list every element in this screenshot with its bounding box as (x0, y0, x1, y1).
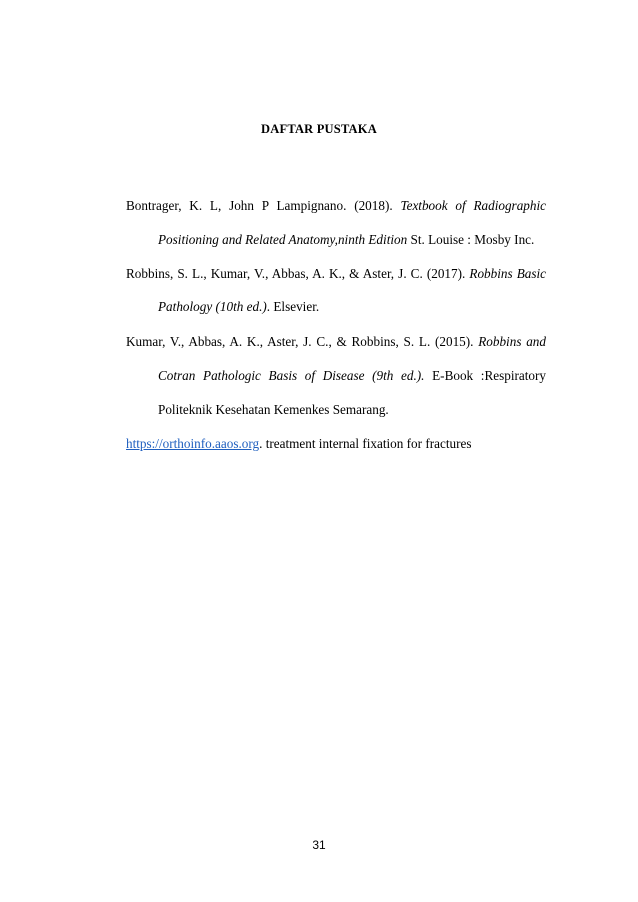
reference-3-publisher-part-1: E-Book :Respiratory (424, 368, 546, 383)
reference-4-line-1 (126, 436, 471, 452)
reference-1-publisher: St. Louise : Mosby Inc. (407, 232, 535, 247)
reference-1-line-1 (126, 198, 546, 214)
reference-2-title-part-1: Robbins Basic (469, 266, 546, 281)
reference-4-link[interactable]: https://orthoinfo.aaos.org (126, 436, 260, 451)
reference-2-title-part-2: Pathology (10th ed.) (158, 299, 267, 314)
reference-3-authors: Kumar, V., Abbas, A. K., Aster, J. C., & Robbins, S. L. (2015). (126, 334, 479, 349)
reference-2-line-1 (126, 266, 546, 282)
reference-1-title-part-2: Positioning and Related Anatomy,ninth Edition (158, 232, 408, 247)
reference-4-description: . treatment internal fixation for fractures (259, 436, 472, 451)
reference-3-line-2 (158, 368, 546, 384)
reference-3-title-part-1: Robbins and (478, 334, 546, 349)
page-number: 31 (312, 838, 326, 852)
reference-1-title-part-1: Textbook of Radiographic (400, 198, 546, 213)
reference-3-line-3: Politeknik Kesehatan Kemenkes Semarang. (158, 402, 389, 417)
reference-2-publisher: . Elsevier. (266, 299, 320, 314)
reference-1-line-2 (158, 232, 534, 248)
reference-3-line-1 (126, 334, 546, 350)
page-title: DAFTAR PUSTAKA (261, 122, 377, 136)
reference-2-authors: Robbins, S. L., Kumar, V., Abbas, A. K., & Aster, J. C. (2017). (126, 266, 470, 281)
reference-1-authors: Bontrager, K. L, John P Lampignano. (2018). (126, 198, 401, 213)
reference-2-line-2 (158, 299, 319, 315)
reference-3-title-part-2: Cotran Pathologic Basis of Disease (9th ed.). (158, 368, 425, 383)
